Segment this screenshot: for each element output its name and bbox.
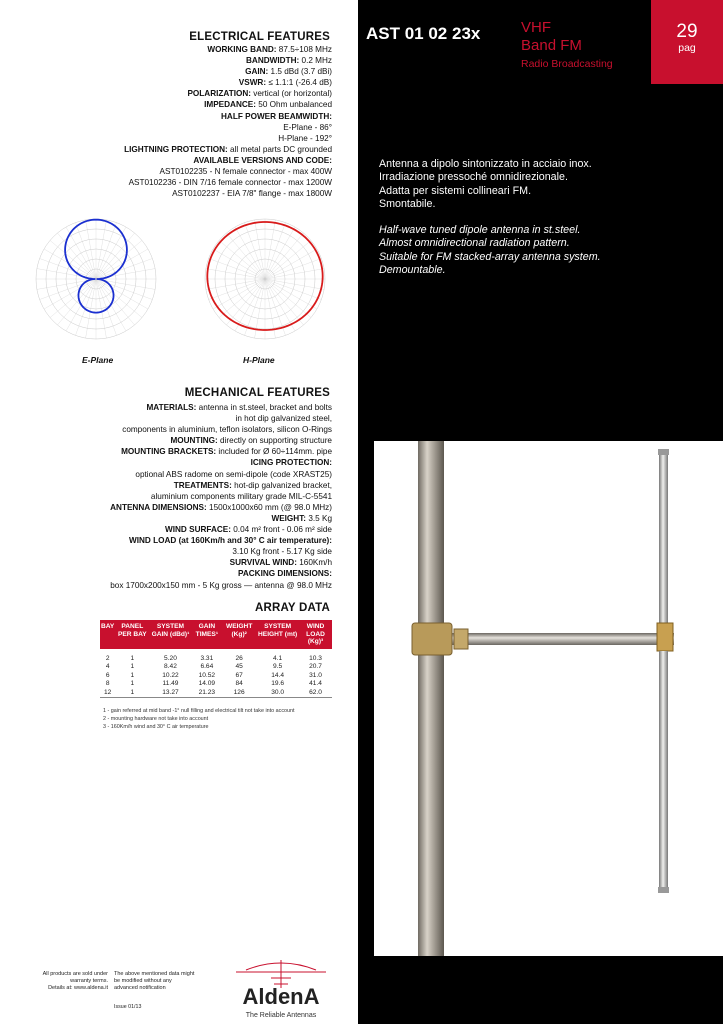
electrical-line: [60, 55, 332, 66]
h-plane-polar-chart: [205, 219, 325, 339]
product-photo: [374, 441, 723, 956]
electrical-line: [60, 99, 332, 110]
mechanical-value: 1500x1000x60 mm (@ 98.0 MHz): [206, 502, 332, 512]
electrical-value: ≤ 1.1:1 (-26.4 dB): [266, 78, 332, 88]
table-cell: 45: [235, 663, 243, 671]
electrical-line: [60, 188, 332, 199]
table-cell: 6: [105, 671, 110, 679]
table-row: [100, 663, 332, 672]
lower-dipole-element: [659, 651, 668, 891]
table-cell: 31.0: [309, 671, 322, 679]
band-line-2: Band FM: [521, 37, 582, 54]
issue-label: Issue 01/13: [114, 1004, 142, 1010]
electrical-line: [60, 166, 332, 177]
page-number: 29: [676, 21, 698, 42]
mechanical-line: [20, 557, 332, 568]
mechanical-line: [20, 535, 332, 546]
mechanical-line: [20, 502, 332, 513]
desc-it-line: Antenna a dipolo sintonizzato in acciaio inox.: [379, 158, 592, 170]
electrical-value: AST0102237 - EIA 7/8" flange - max 1800W: [172, 189, 332, 199]
boom-clamp: [454, 629, 468, 649]
array-data-table: [100, 620, 332, 698]
mechanical-key: WEIGHT:: [271, 513, 307, 523]
mechanical-value: 0.04 m² front - 0.06 m² side: [230, 525, 332, 535]
electrical-line: [60, 155, 332, 166]
table-cell: 10.52: [198, 671, 216, 679]
h-plane-label: H-Plane: [243, 355, 275, 365]
array-header-cell: GAIN TIMES¹: [192, 620, 222, 649]
electrical-value: AST0102235 - N female connector - max 400W: [159, 167, 332, 177]
array-note: 1 - gain referred at mid band -1° null filling and electrical tilt not take into account: [103, 708, 295, 714]
table-cell: 41.4: [309, 680, 322, 688]
mechanical-key: MOUNTING BRACKETS:: [121, 447, 217, 457]
table-cell: 4.1: [273, 654, 283, 662]
mechanical-key: WIND LOAD (at 160Km/h and 30° C air temperature):: [129, 536, 332, 546]
warranty-note: [28, 971, 108, 992]
array-header-cell: SYSTEM GAIN (dBd)¹: [149, 620, 191, 649]
mast-clamp: [412, 623, 452, 655]
mechanical-value: aluminium components military grade MIL-C-5541: [150, 491, 332, 501]
mechanical-key: MATERIALS:: [146, 403, 197, 412]
array-header-cell: SYSTEM HEIGHT (mt): [256, 620, 299, 649]
table-cell: 67: [235, 671, 243, 679]
band-line-1: VHF: [521, 19, 551, 36]
table-cell: 9.5: [273, 663, 283, 671]
table-cell: 14.4: [271, 671, 285, 679]
product-code: AST 01 02 23x: [366, 24, 481, 43]
electrical-value: all metal parts DC grounded: [227, 144, 332, 154]
electrical-line: [60, 66, 332, 77]
electrical-key: IMPEDANCE:: [204, 100, 256, 110]
mechanical-line: [20, 513, 332, 524]
dipole-feed-point: [657, 623, 673, 651]
electrical-line: [60, 133, 332, 144]
electrical-line: [60, 111, 332, 122]
electrical-title: ELECTRICAL FEATURES: [189, 31, 330, 43]
warranty-line-2: warranty terms.: [70, 978, 108, 984]
mechanical-value: components in aluminium, teflon isolators, silicon O-Rings: [122, 425, 332, 435]
electrical-value: 87.5÷108 MHz: [276, 45, 332, 54]
table-cell: 26: [235, 654, 243, 662]
array-header-cell: WEIGHT (Kg)²: [222, 620, 256, 649]
electrical-value: 1.5 dBd (3.7 dBi): [268, 67, 332, 77]
mechanical-value: 160Km/h: [296, 558, 332, 568]
table-cell: 30.0: [271, 688, 285, 696]
table-cell: 2: [105, 654, 110, 662]
electrical-key: HALF POWER BEAMWIDTH:: [221, 111, 332, 121]
mechanical-line: [20, 424, 332, 435]
mechanical-features-list: [20, 402, 332, 591]
table-cell: 84: [235, 680, 243, 688]
table-cell: 62.0: [309, 688, 322, 696]
mechanical-line: [20, 491, 332, 502]
table-cell: 1: [130, 680, 135, 688]
mechanical-value: in hot dip galvanized steel,: [235, 414, 332, 424]
mechanical-line: [20, 457, 332, 468]
mechanical-key: MOUNTING:: [170, 436, 218, 446]
upper-cap: [658, 449, 669, 455]
desc-en-line: Half-wave tuned dipole antenna in st.steel.: [379, 224, 581, 236]
warranty-line-3: Details at: www.aldena.it: [48, 985, 108, 991]
table-cell: 11.49: [162, 680, 179, 688]
electrical-value: AST0102236 - DIN 7/16 female connector - max 1200W: [128, 178, 332, 188]
mechanical-key: SURVIVAL WIND:: [229, 558, 297, 568]
table-cell: 126: [233, 688, 245, 696]
support-mast: [418, 441, 444, 956]
mechanical-value: antenna in st.steel, bracket and bolts: [196, 403, 332, 412]
upper-dipole-element: [659, 453, 668, 638]
desc-en-line: Demountable.: [379, 264, 446, 277]
table-row: [100, 680, 332, 689]
table-cell: 21.23: [198, 688, 216, 696]
e-plane-polar-chart: [36, 219, 156, 339]
electrical-key: BANDWIDTH:: [246, 56, 300, 66]
electrical-key: AVAILABLE VERSIONS AND CODE:: [193, 155, 332, 165]
mechanical-key: ANTENNA DIMENSIONS:: [110, 502, 207, 512]
mechanical-line: [20, 480, 332, 491]
logo-tagline: The Reliable Antennas: [245, 1012, 317, 1019]
table-cell: 8: [105, 680, 110, 688]
modification-note: [114, 971, 224, 992]
array-header-cell: BAY: [100, 620, 115, 649]
left-panel: [0, 0, 358, 1024]
mechanical-line: [20, 568, 332, 579]
electrical-key: GAIN:: [245, 67, 269, 77]
array-note: 2 - mounting hardware not take into account: [103, 716, 209, 722]
electrical-key: POLARIZATION:: [187, 89, 251, 99]
table-cell: 5.20: [164, 654, 177, 662]
electrical-value: 50 Ohm unbalanced: [255, 100, 332, 110]
array-header-cell: PANEL PER BAY: [115, 620, 149, 649]
electrical-line: [60, 44, 332, 55]
electrical-key: VSWR:: [238, 78, 267, 88]
desc-it-line: Adatta per sistemi collineari FM.: [379, 184, 532, 197]
mechanical-value: hot-dip galvanized bracket,: [231, 480, 332, 490]
mechanical-line: [20, 580, 332, 591]
band-title: [521, 19, 582, 55]
electrical-key: LIGHTNING PROTECTION:: [124, 144, 228, 154]
table-cell: 10.3: [309, 654, 322, 662]
mechanical-line: [20, 546, 332, 557]
array-table-header: [100, 620, 332, 649]
desc-it-line: Irradiazione pressoché omnidirezionale.: [379, 171, 568, 184]
dipole-antenna-image: [374, 441, 723, 956]
modification-line-3: advanced notification: [114, 985, 166, 991]
table-cell: 20.7: [309, 663, 322, 671]
category-label: Radio Broadcasting: [521, 58, 613, 70]
table-cell: 1: [130, 671, 135, 679]
table-cell: 6.64: [200, 663, 214, 671]
table-cell: 12: [103, 688, 112, 696]
mechanical-value: included for Ø 60÷114mm. pipe: [216, 447, 332, 457]
page-badge: [651, 0, 723, 84]
mechanical-line: [20, 446, 332, 457]
electrical-line: [60, 177, 332, 188]
table-row: [100, 689, 332, 698]
mechanical-line: [20, 469, 332, 480]
table-cell: 19.6: [271, 680, 285, 688]
electrical-value: H-Plane - 192°: [278, 133, 332, 143]
electrical-features-list: [60, 44, 332, 199]
mechanical-title: MECHANICAL FEATURES: [184, 387, 330, 399]
mechanical-key: WIND SURFACE:: [165, 525, 231, 535]
mechanical-line: [20, 402, 332, 413]
warranty-line-1: All products are sold under: [42, 971, 108, 977]
aldena-logo: [226, 958, 336, 1020]
array-data-title: ARRAY DATA: [254, 602, 330, 614]
array-note: 3 - 160Km/h wind and 30° C air temperature: [103, 724, 209, 730]
logo-brand: AldenA: [242, 984, 320, 1009]
desc-en-line: Suitable for FM stacked-array antenna system.: [379, 250, 601, 263]
mechanical-value: 3.10 Kg front - 5.17 Kg side: [232, 547, 332, 557]
lower-cap: [658, 887, 669, 893]
mechanical-line: [20, 413, 332, 424]
mechanical-line: [20, 435, 332, 446]
array-header-cell: WIND LOAD (Kg)³: [299, 620, 332, 649]
mechanical-value: optional ABS radome on semi-dipole (code XRAST25): [135, 469, 332, 479]
table-row: [100, 672, 332, 681]
description-italian: [379, 158, 592, 212]
mechanical-value: box 1700x200x150 mm - 5 Kg gross — antenna @ 98.0 MHz: [110, 580, 332, 590]
desc-it-line: Smontabile.: [379, 198, 436, 211]
electrical-line: [60, 88, 332, 99]
array-notes: [103, 707, 295, 731]
modification-line-2: be modified without any: [114, 978, 172, 984]
table-cell: 3.31: [200, 654, 214, 662]
table-cell: 1: [130, 688, 135, 696]
electrical-value: E-Plane - 86°: [283, 122, 332, 132]
e-plane-label: E-Plane: [82, 355, 114, 365]
table-cell: 4: [105, 663, 110, 671]
electrical-line: [60, 122, 332, 133]
array-table-body: [100, 649, 332, 698]
modification-line-1: The above mentioned data might: [114, 971, 195, 977]
table-cell: 14.09: [198, 680, 216, 688]
electrical-value: 0.2 MHz: [299, 56, 332, 66]
mechanical-value: directly on supporting structure: [217, 436, 332, 446]
desc-en-line: Almost omnidirectional radiation pattern.: [379, 237, 570, 250]
electrical-key: WORKING BAND:: [207, 45, 277, 54]
electrical-value: vertical (or horizontal): [251, 89, 332, 99]
mechanical-key: ICING PROTECTION:: [250, 458, 332, 468]
mechanical-key: PACKING DIMENSIONS:: [237, 569, 332, 579]
mechanical-value: 3.5 Kg: [306, 513, 332, 523]
radiation-pattern-charts: [20, 204, 338, 354]
table-cell: 1: [130, 654, 135, 662]
table-cell: 1: [130, 663, 135, 671]
table-row: [100, 649, 332, 664]
table-cell: 13.27: [162, 688, 179, 696]
description-english: [379, 224, 601, 278]
mechanical-key: TREATMENTS:: [173, 480, 232, 490]
table-cell: 10.22: [162, 671, 179, 679]
table-cell: 8.42: [164, 663, 177, 671]
page-label: pag: [678, 42, 696, 54]
electrical-line: [60, 77, 332, 88]
mechanical-line: [20, 524, 332, 535]
electrical-line: [60, 144, 332, 155]
